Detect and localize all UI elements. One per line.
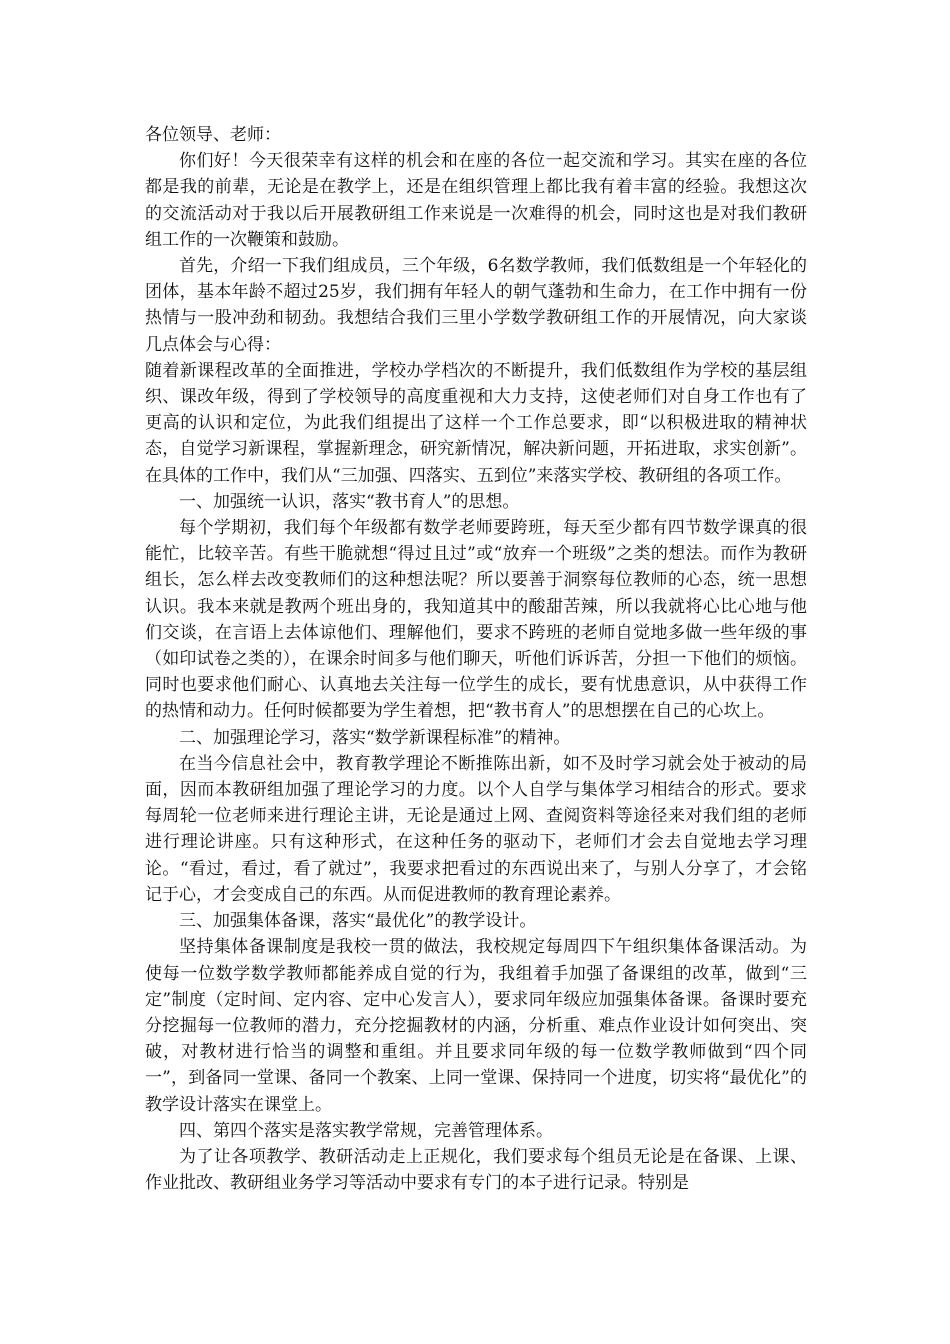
paragraphs	[145, 148, 807, 1196]
paragraph: 坚持集体备课制度是我校一贯的做法，我校规定每周四下午组织集体备课活动。为使每一位数学数学教师都能养成自觉的行为，我组着手加强了备课组的改革，做到“三定”制度（定时间、定内容、定中心发言人），要求同年级应加强集体备课。备课时要充分挖掘每一位教师的潜力，充分挖掘教材的内涵，分析重、难点作业设计如何突出、突破，对教材进行恰当的调整和重组。并且要求同年级的每一位数学教师做到“四个同一”，到备同一堂课、备同一个教案、上同一堂课、保持同一个进度，切实将“最优化”的教学设计落实在课堂上。	[145, 937, 807, 1115]
greeting: 各位领导、老师：	[145, 125, 281, 145]
paragraph: 四、第四个落实是落实教学常规，完善管理体系。	[179, 1120, 553, 1141]
paragraph: 三、加强集体备课，落实“最优化”的教学设计。	[179, 911, 537, 932]
paragraph: 一、加强统一认识，落实“教书育人”的思想。	[179, 491, 520, 512]
paragraph: 二、加强理论学习，落实“数学新课程标准”的精神。	[179, 727, 571, 748]
document-body	[145, 122, 807, 1196]
paragraph: 为了让各项教学、教研活动走上正规化，我们要求每个组员无论是在备课、上课、作业批改、教研组业务学习等活动中要求有专门的本子进行记录。特别是	[145, 1146, 807, 1194]
paragraph: 随着新课程改革的全面推进，学校办学档次的不断提升，我们低数组作为学校的基层组织、课改年级，得到了学校领导的高度重视和大力支持，这使老师们对自身工作也有了更高的认识和定位，为此我们组提出了这样一个工作总要求，即“以积极进取的精神状态，自觉学习新课程，掌握新理念，研究新情况，解决新问题，开拓进取，求实创新”。在具体的工作中，我们从“三加强、四落实、五到位”来落实学校、教研组的各项工作。	[145, 360, 807, 486]
paragraph: 每个学期初，我们每个年级都有数学老师要跨班，每天至少都有四节数学课真的很能忙，比较辛苦。有些干脆就想“得过且过”或“放弃一个班级”之类的想法。而作为教研组长，怎么样去改变教师们的这种想法呢？所以要善于洞察每位教师的心态，统一思想认识。我本来就是教两个班出身的，我知道其中的酸甜苦辣，所以我就将心比心地与他们交谈，在言语上去体谅他们、理解他们，要求不跨班的老师自觉地多做一些年级的事（如印试卷之类的），在课余时间多与他们聊天，听他们诉诉苦，分担一下他们的烦恼。同时也要求他们耐心、认真地去关注每一位学生的成长，要有忧患意识，从中获得工作的热情和动力。任何时候都要为学生着想，把“教书育人”的思想摆在自己的心坎上。	[145, 518, 807, 722]
paragraph: 在当今信息社会中，教育教学理论不断推陈出新，如不及时学习就会处于被动的局面，因而本教研组加强了理论学习的力度。以个人自学与集体学习相结合的形式。要求每周轮一位老师来进行理论主讲，无论是通过上网、查阅资料等途径来对我们组的老师进行理论讲座。只有这种形式，在这种任务的驱动下，老师们才会去自觉地去学习理论。“看过，看过，看了就过”，我要求把看过的东西说出来了，与别人分享了，才会铭记于心，才会变成自己的东西。从而促进教师的教育理论素养。	[145, 753, 807, 905]
paragraph: 你们好！今天很荣幸有这样的机会和在座的各位一起交流和学习。其实在座的各位都是我的前辈，无论是在教学上，还是在组织管理上都比我有着丰富的经验。我想这次的交流活动对于我以后开展教研组工作来说是一次难得的机会，同时这也是对我们教研组工作的一次鞭策和鼓励。	[145, 151, 807, 250]
paragraph: 首先，介绍一下我们组成员，三个年级，6名数学教师，我们低数组是一个年轻化的团体，基本年龄不超过25岁，我们拥有年轻人的朝气蓬勃和生命力，在工作中拥有一份热情与一股冲劲和韧劲。我想结合我们三里小学数学教研组工作的开展情况，向大家谈几点体会与心得：	[145, 256, 807, 355]
